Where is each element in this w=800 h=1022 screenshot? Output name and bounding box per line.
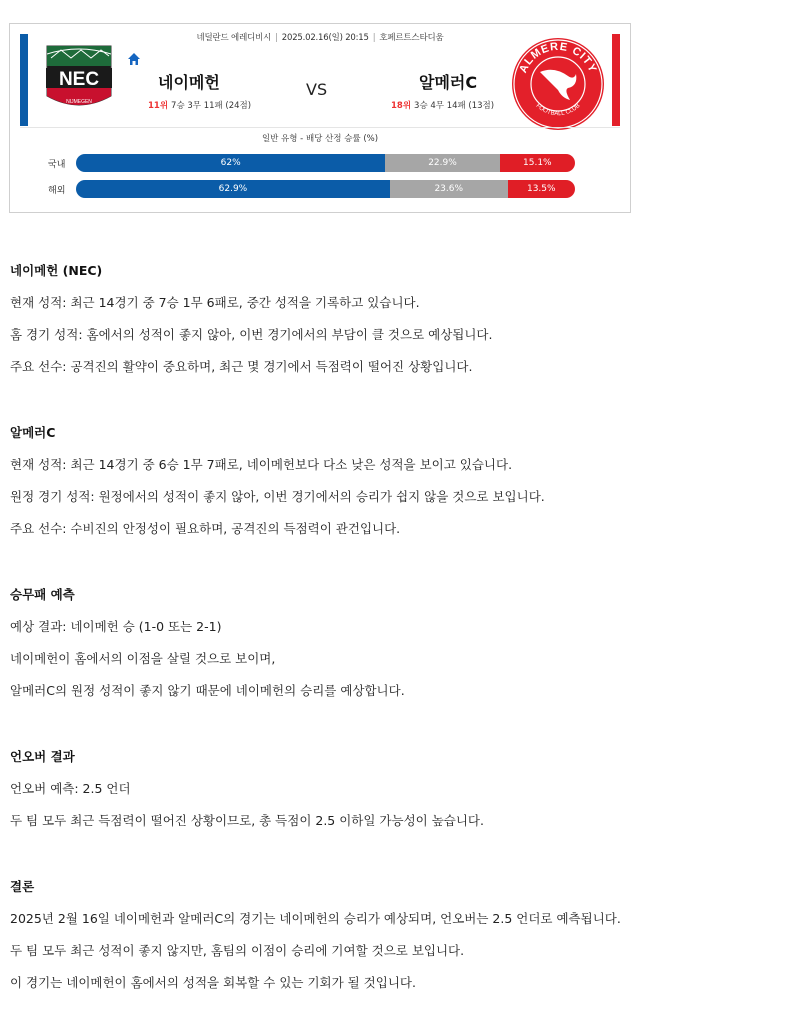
section-title: 네이메헌 (NEC) xyxy=(10,263,103,278)
league-name: 네덜란드 에레디비시 xyxy=(196,33,272,43)
odds-row-label: 국내 xyxy=(48,160,66,170)
paragraph: 현재 성적: 최근 14경기 중 6승 1무 7패로, 네이메헌보다 다소 낮은 성적을 보이고 있습니다. xyxy=(10,457,513,472)
home-team-logo xyxy=(41,38,117,114)
match-datetime: 2025.02.16(일) 20:15 xyxy=(281,33,369,43)
match-info: 네덜란드 에레디비시 | 2025.02.16(일) 20:15 | 호페르트스타디움 xyxy=(196,33,444,43)
home-team-name: 네이메헌 xyxy=(158,73,220,92)
section-conclusion xyxy=(10,878,621,992)
home-record: 7승 3무 11패 (24점) xyxy=(171,101,252,111)
home-win-segment: 62% xyxy=(76,154,385,172)
vs-label: VS xyxy=(306,80,328,99)
paragraph: 원정 경기 성적: 원정에서의 성적이 좋지 않아, 이번 경기에서의 승리가 쉽지 않을 것으로 보입니다. xyxy=(10,489,545,504)
odds-title: 일반 유형 - 배당 산정 승률 (%) xyxy=(261,134,379,144)
away-team-record xyxy=(391,99,494,111)
section-title: 결론 xyxy=(10,879,35,894)
paragraph: 두 팀 모두 최근 성적이 좋지 않지만, 홈팀의 이점이 승리에 기여할 것으로 보입니다. xyxy=(10,943,465,958)
venue-name: 호페르트스타디움 xyxy=(379,33,444,43)
odds-divider xyxy=(20,127,620,128)
away-win-segment: 13.5% xyxy=(508,180,575,198)
draw-segment: 22.9% xyxy=(385,154,499,172)
away-rank: 18위 xyxy=(391,101,412,111)
svg-text:NIJMEGEN: NIJMEGEN xyxy=(66,99,92,105)
section-away-team xyxy=(10,424,545,538)
section-title: 알메러C xyxy=(10,425,56,440)
section-title: 승무패 예측 xyxy=(10,587,75,602)
section-title: 언오버 결과 xyxy=(10,749,75,764)
paragraph: 두 팀 모두 최근 득점력이 떨어진 상황이므로, 총 득점이 2.5 이하일 가능성이 높습니다. xyxy=(10,813,484,828)
odds-bar xyxy=(76,154,575,172)
home-win-segment: 62.9% xyxy=(76,180,390,198)
away-team-name: 알메러C xyxy=(419,73,478,92)
odds-row-label: 해외 xyxy=(48,186,66,196)
away-win-segment: 15.1% xyxy=(500,154,575,172)
paragraph: 알메러C의 원정 성적이 좋지 않기 때문에 네이메헌의 승리를 예상합니다. xyxy=(10,683,405,698)
draw-segment: 23.6% xyxy=(390,180,508,198)
home-icon xyxy=(127,52,141,66)
section-prediction xyxy=(10,586,405,700)
paragraph: 현재 성적: 최근 14경기 중 7승 1무 6패로, 중간 성적을 기록하고 있습니다. xyxy=(10,295,420,310)
paragraph: 주요 선수: 수비진의 안정성이 필요하며, 공격진의 득점력이 관건입니다. xyxy=(10,521,401,536)
paragraph: 네이메헌이 홈에서의 이점을 살릴 것으로 보이며, xyxy=(10,651,276,666)
section-home-team xyxy=(10,262,492,376)
paragraph: 홈 경기 성적: 홈에서의 성적이 좋지 않아, 이번 경기에서의 부담이 클 것으로 예상됩니다. xyxy=(10,327,493,342)
away-team-logo xyxy=(510,36,606,132)
odds-row-overseas xyxy=(10,180,630,198)
svg-text:FOOTBALL CLUB: FOOTBALL CLUB xyxy=(534,103,582,118)
home-color-bar xyxy=(20,34,28,126)
away-color-bar xyxy=(612,34,620,126)
paragraph: 언오버 예측: 2.5 언더 xyxy=(10,781,131,796)
svg-text:NEC: NEC xyxy=(58,69,100,90)
paragraph: 주요 선수: 공격진의 활약이 중요하며, 최근 몇 경기에서 득점력이 떨어진 상황입니다. xyxy=(10,359,473,374)
away-record: 3승 4무 14패 (13점) xyxy=(414,101,495,111)
svg-text:ALMERE CITY: ALMERE CITY xyxy=(517,40,599,75)
odds-row-domestic xyxy=(10,154,630,172)
match-card xyxy=(9,23,631,213)
paragraph: 이 경기는 네이메헌이 홈에서의 성적을 회복할 수 있는 기회가 될 것입니다. xyxy=(10,975,416,990)
section-over-under xyxy=(10,748,484,830)
paragraph: 예상 결과: 네이메헌 승 (1-0 또는 2-1) xyxy=(10,619,222,634)
home-team-record xyxy=(148,99,251,111)
paragraph: 2025년 2월 16일 네이메헌과 알메러C의 경기는 네이메헌의 승리가 예상되며, 언오버는 2.5 언더로 예측됩니다. xyxy=(10,911,621,926)
odds-bar xyxy=(76,180,575,198)
home-rank: 11위 xyxy=(148,101,169,111)
